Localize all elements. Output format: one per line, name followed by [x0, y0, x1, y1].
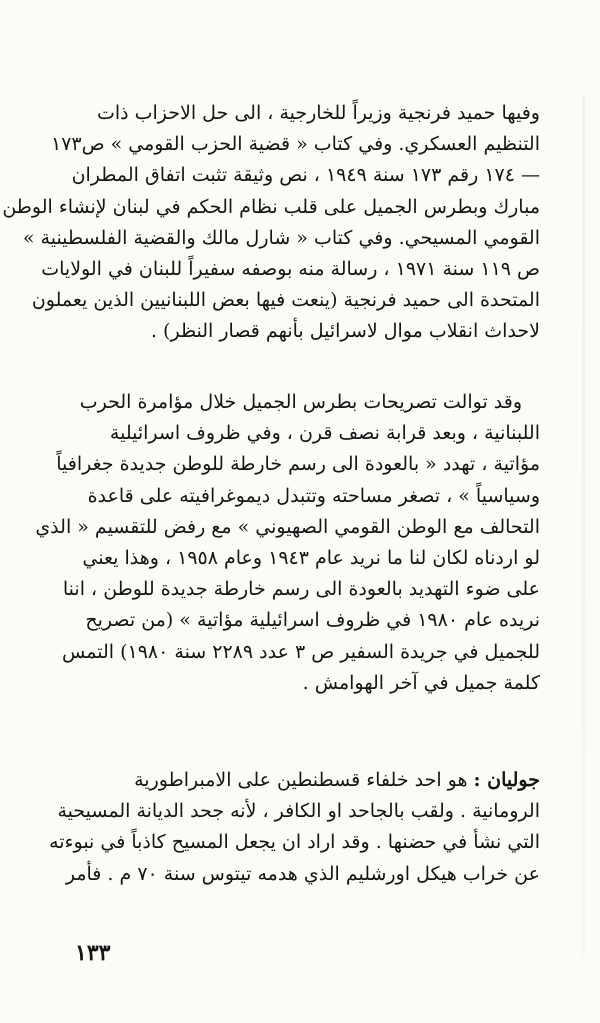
- text-line: وفيها حميد فرنجية وزيراً للخارجية ، الى حل الاحزاب ذات: [96, 102, 540, 124]
- text-line: كلمة جميل في آخر الهوامش .: [302, 671, 540, 694]
- text-line: الرومانية . ولقب بالجاحد او الكافر ، لأنه جحد الديانة المسيحية: [57, 800, 540, 823]
- text-line: اللبنانية ، وبعد قرابة نصف قرن ، وفي ظروف اسرائيلية: [109, 422, 540, 445]
- text-line: وسياسياً » ، تصغر مساحته وتتبدل ديموغرافيته على قاعدة: [87, 484, 540, 507]
- text-line: المتحدة الى حميد فرنجية (ينعت فيها بعض اللبنانيين الذين يعملون: [31, 289, 540, 312]
- text-line: — ١٧٤ رقم ١٧٣ سنة ١٩٤٩ ، نص وثيقة تثبت اتفاق المطران: [71, 164, 540, 187]
- definition-text: هو احد خلفاء قسطنطين على الامبراطورية: [134, 769, 474, 791]
- text-line-with-term: [62, 765, 540, 796]
- text-line: التحالف مع الوطن القومي الصهيوني » مع رفض للتقسيم « الذي: [35, 515, 540, 538]
- paragraph-1: [2, 98, 540, 348]
- text-line: مبارك وبطرس الجميل على قلب نظام الحكم في لبنان لإنشاء الوطن: [2, 195, 540, 218]
- paragraph-3: [49, 765, 540, 890]
- text-line: مؤاتية ، تهدد « بالعودة الى رسم خارطة للوطن جديدة جغرافياً: [56, 453, 540, 476]
- text-line: وقد توالت تصريحات بطرس الجميل خلال مؤامرة الحرب: [79, 391, 522, 413]
- paragraph-2: [35, 387, 540, 699]
- text-line: على ضوء التهديد بالعودة الى رسم خارطة جديدة للوطن ، اننا: [62, 578, 540, 601]
- text-line: ص ١١٩ سنة ١٩٧١ ، رسالة منه بوصفه سفيراً للبنان في الولايات: [41, 257, 540, 280]
- text-line: القومي المسيحي. وفي كتاب « شارل مالك والقضية الفلسطينية »: [22, 226, 540, 249]
- text-line: لو اردناه لكان لنا ما نريد عام ١٩٤٣ وعام ١٩٥٨ ، وهذا يعني: [82, 546, 540, 569]
- definition-term: جوليان :: [473, 769, 540, 791]
- text-line: لاحداث انقلاب موال لاسرائيل بأنهم قصار النظر) .: [150, 320, 540, 343]
- page-number: ١٣٣: [75, 940, 111, 966]
- text-line: للجميل في جريدة السفير ص ٣ عدد ٢٢٨٩ سنة ١٩٨٠) التمس: [62, 640, 540, 663]
- text-line: عن خراب هيكل اورشليم الذي هدمه تيتوس سنة ٧٠ م . فأمر: [65, 862, 540, 885]
- text-line: التنظيم العسكري. وفي كتاب « قضية الحزب القومي » ص١٧٣: [50, 133, 540, 156]
- page-edge-shadow: [582, 96, 585, 956]
- text-line: نريده عام ١٩٨٠ في ظروف اسرائيلية مؤاتية » (من تصريح: [85, 609, 540, 632]
- text-line: التي نشأ في حضنها . وقد اراد ان يجعل المسيح كاذباً في نبوءته: [49, 831, 540, 854]
